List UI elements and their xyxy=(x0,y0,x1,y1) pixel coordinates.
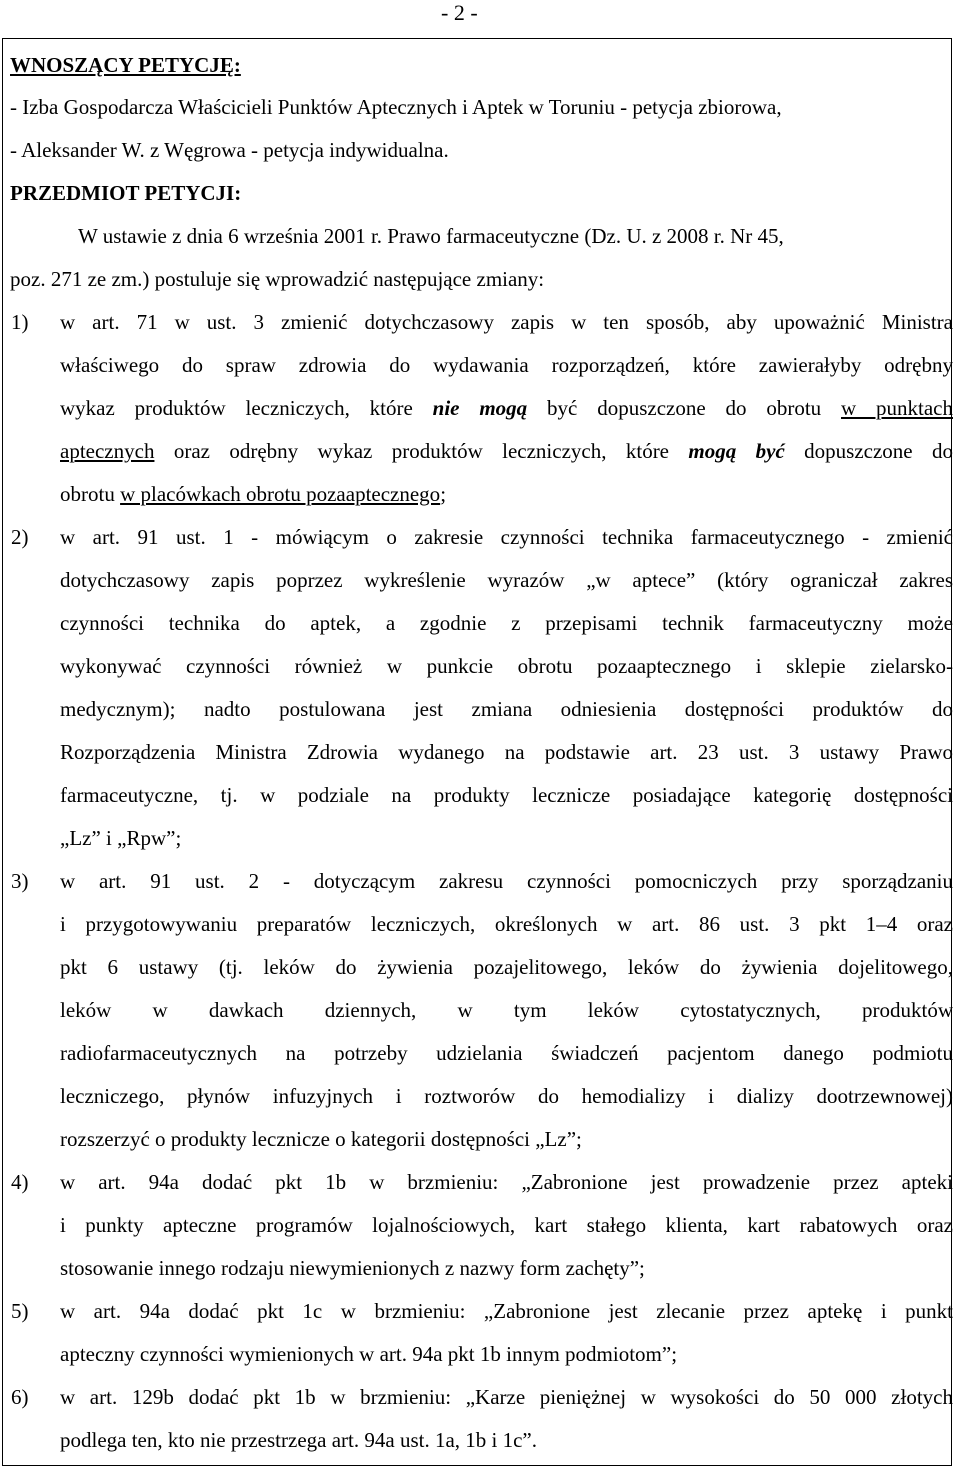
item-number: 5) xyxy=(11,1299,29,1323)
item-line xyxy=(60,438,953,464)
text-run: być dopuszczone do obrotu xyxy=(547,396,822,420)
text-run: ; xyxy=(440,482,447,506)
item-number: 4) xyxy=(11,1170,29,1194)
item-number: 6) xyxy=(11,1385,29,1409)
item-line: pkt 6 ustawy (tj. leków do żywienia pozajelitowego, leków do żywienia dojelitowego, xyxy=(60,955,953,979)
item-line: stosowanie innego rodzaju niewymienionych z nazwy form zachęty”; xyxy=(60,1256,645,1280)
item-line: leków w dawkach dziennych, w tym leków cytostatycznych, produktów xyxy=(60,998,953,1022)
emphasis-text: nie mogą xyxy=(432,396,528,420)
item-line: właściwego do spraw zdrowia do wydawania rozporządzeń, które zawierałyby odrębny xyxy=(60,353,953,377)
page-number: - 2 - xyxy=(441,0,478,25)
item-line: podlega ten, kto nie przestrzega art. 94a ust. 1a, 1b i 1c”. xyxy=(60,1428,537,1452)
item-line: w art. 91 ust. 2 - dotyczącym zakresu czynności pomocniczych przy sporządzaniu xyxy=(60,869,953,893)
subject-heading: PRZEDMIOT PETYCJI: xyxy=(10,181,242,205)
item-line: w art. 71 w ust. 3 zmienić dotychczasowy zapis w ten sposób, aby upoważnić Ministra xyxy=(60,310,953,334)
item-line: farmaceutyczne, tj. w podziale na produkty lecznicze posiadające kategorię dostępności xyxy=(60,783,953,807)
item-line xyxy=(60,395,953,421)
subject-line: poz. 271 ze zm.) postuluje się wprowadzić następujące zmiany: xyxy=(10,267,545,291)
item-line: czynności technika do aptek, a zgodnie z przepisami technik farmaceutyczny może xyxy=(60,611,953,635)
item-line: dotychczasowy zapis poprzez wykreślenie wyrazów „w aptece” (który ograniczał zakres xyxy=(60,568,953,592)
text-run: wykaz produktów leczniczych, które xyxy=(60,396,413,420)
underlined-text: aptecznych xyxy=(60,439,155,463)
item-line: Rozporządzenia Ministra Zdrowia wydanego na podstawie art. 23 ust. 3 ustawy Prawo xyxy=(60,740,953,764)
item-line: w art. 94a dodać pkt 1c w brzmieniu: „Zabronione jest zlecanie przez aptekę i punkt xyxy=(60,1299,953,1323)
underlined-text: w placówkach obrotu pozaaptecznego xyxy=(120,482,441,506)
item-line: rozszerzyć o produkty lecznicze o kategorii dostępności „Lz”; xyxy=(60,1127,582,1151)
item-line: w art. 129b dodać pkt 1b w brzmieniu: „Karze pieniężnej w wysokości do 50 000 złotych xyxy=(60,1385,953,1409)
underlined-text: w punktach xyxy=(841,396,953,420)
item-number: 1) xyxy=(11,310,29,334)
item-number: 3) xyxy=(11,869,29,893)
text-run: oraz odrębny wykaz produktów leczniczych, które xyxy=(173,439,670,463)
emphasis-text: mogą być xyxy=(688,439,785,463)
text-run: obrotu xyxy=(60,482,115,506)
item-line: radiofarmaceutycznych na potrzeby udzielania świadczeń pacjentom danego podmiotu xyxy=(60,1041,953,1065)
subject-line: W ustawie z dnia 6 września 2001 r. Prawo farmaceutyczne (Dz. U. z 2008 r. Nr 45, xyxy=(78,224,784,248)
item-line: apteczny czynności wymienionych w art. 94a pkt 1b innym podmiotom”; xyxy=(60,1342,678,1366)
item-line: „Lz” i „Rpw”; xyxy=(60,826,182,850)
item-line: i punkty apteczne programów lojalnościowych, kart stałego klienta, kart rabatowych oraz xyxy=(60,1213,953,1237)
item-line: w art. 94a dodać pkt 1b w brzmieniu: „Zabronione jest prowadzenie przez apteki xyxy=(60,1170,953,1194)
submitter-line: - Izba Gospodarcza Właścicieli Punktów Aptecznych i Aptek w Toruniu - petycja zbiorowa, xyxy=(10,95,782,119)
item-line: medycznym); nadto postulowana jest zmiana odniesienia dostępności produktów do xyxy=(60,697,953,721)
item-line: leczniczego, płynów infuzyjnych i roztworów do hemodializy i dializy dootrzewnowej) xyxy=(60,1084,953,1108)
submitters-heading: WNOSZĄCY PETYCJĘ: xyxy=(10,53,241,77)
item-line xyxy=(60,481,953,507)
item-line: w art. 91 ust. 1 - mówiącym o zakresie czynności technika farmaceutycznego - zmienić xyxy=(60,525,953,549)
text-run: dopuszczone do xyxy=(804,439,954,463)
submitter-line: - Aleksander W. z Węgrowa - petycja indywidualna. xyxy=(10,138,449,162)
item-line: i przygotowywaniu preparatów leczniczych, określonych w art. 86 ust. 3 pkt 1–4 oraz xyxy=(60,912,953,936)
item-line: wykonywać czynności również w punkcie obrotu pozaaptecznego i sklepie zielarsko- xyxy=(60,654,953,678)
item-number: 2) xyxy=(11,525,29,549)
